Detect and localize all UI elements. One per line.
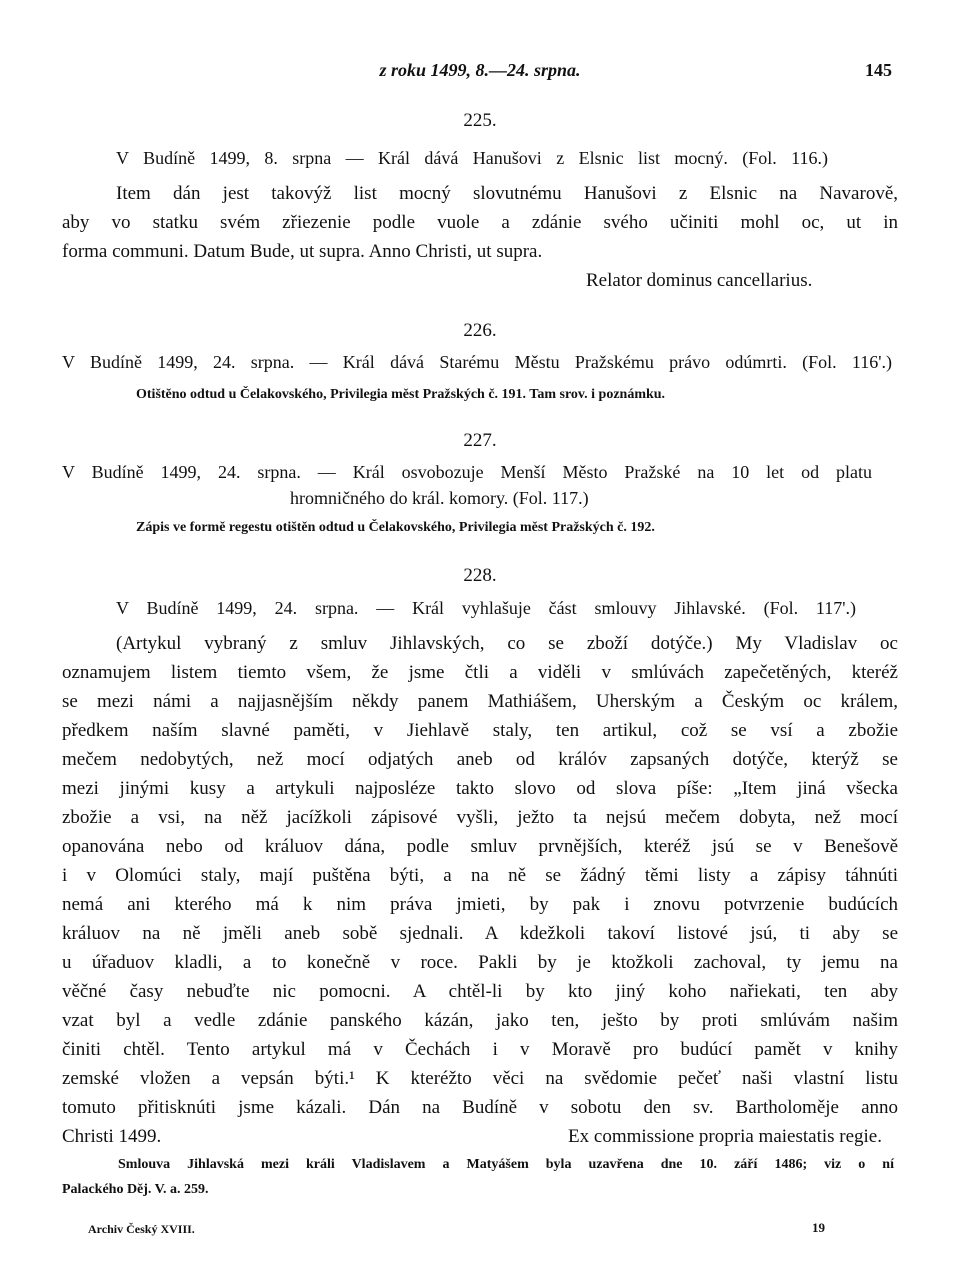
chancery-note: Ex commissione propria maiestatis regie.	[568, 1126, 882, 1147]
document-text-line: zemské vložen a vepsán býti.¹ K kteréžto věci na svědomie pečeť naši vlastní listu	[62, 1068, 898, 1089]
running-header-title: z roku 1499, 8.—24. srpna.	[379, 60, 581, 80]
document-text-line: i v Olomúci staly, mají puštěna býti, a na ně se žádný těmi listy a zápisy táhnúti	[62, 865, 898, 886]
page-number: 145	[865, 60, 892, 80]
document-summary-227-cont: hromničného do král. komory. (Fol. 117.)	[290, 488, 589, 508]
document-text-line: u úřaduov kladli, a to konečně v roce. Pakli by je ktožkoli zachoval, ty jemu na	[62, 952, 898, 973]
document-number-225: 225.	[463, 110, 497, 131]
footer-volume-label: Archiv Český XVIII.	[88, 1222, 195, 1236]
document-number-228: 228.	[463, 565, 497, 586]
document-number-226: 226.	[463, 320, 497, 341]
document-summary-228: V Budíně 1499, 24. srpna. — Král vyhlašuje část smlouvy Jihlavské. (Fol. 117'.)	[116, 598, 856, 618]
relator-line: Relator dominus cancellarius.	[586, 270, 813, 291]
document-summary-226: V Budíně 1499, 24. srpna. — Král dává Starému Městu Pražskému právo odúmrti. (Fol. 116'.)	[62, 352, 892, 372]
document-text-line: předkem naším slavné paměti, v Jiehlavě staly, ten artikul, což se vsí a zbožie	[62, 720, 898, 741]
document-text-line-last: Christi 1499.	[62, 1126, 162, 1147]
document-text-line: mezi jinými kusy a artykuli najposléze takto slovo od slova píše: „Item jiná všecka	[62, 778, 898, 799]
document-summary-227: V Budíně 1499, 24. srpna. — Král osvobozuje Menší Město Pražské na 10 let od platu	[62, 462, 872, 482]
document-text-line: (Artykul vybraný z smluv Jihlavských, co se zboží dotýče.) My Vladislav oc	[116, 633, 898, 654]
document-text-line: vzat byl a vedle zdánie panského kázán, jako ten, ješto by proti smlúvám našim	[62, 1010, 898, 1031]
document-text-line: věčné časy nebuďte nic pomocni. A chtěl-li by kto jiný koho nařiekati, ten aby	[62, 981, 898, 1002]
document-text-line: forma communi. Datum Bude, ut supra. Anno Christi, ut supra.	[62, 241, 543, 262]
document-text-line: nemá ani kterého má k nim práva jmieti, by pak i znovu potvrzenie budúcích	[62, 894, 898, 915]
document-text-line: opanována nebo od králuov dána, podle smluv prvnějších, kteréž jsú se v Benešově	[62, 836, 898, 857]
document-summary-225: V Budíně 1499, 8. srpna — Král dává Hanušovi z Elsnic list mocný. (Fol. 116.)	[116, 148, 828, 168]
edition-note-227: Zápis ve formě regestu otištěn odtud u Čelakovského, Privilegia měst Pražských č. 192.	[136, 520, 655, 535]
document-text-line: tomuto přitisknúti jsme kázali. Dán na Budíně v sobotu den sv. Bartholoměje anno	[62, 1097, 898, 1118]
document-text-line: oznamujem listem tiemto všem, že jsme čtli a viděli v smlúvách zapečetěných, kteréž	[62, 662, 898, 683]
footnote-line: Palackého Děj. V. a. 259.	[62, 1182, 209, 1197]
document-text-line: mečem nedobytých, než mocí odjatých aneb od králóv zapsaných dotýče, kterýž se	[62, 749, 898, 770]
footer-signature-number: 19	[812, 1220, 825, 1235]
footnote-line: Smlouva Jihlavská mezi králi Vladislavem a Matyášem byla uzavřena dne 10. září 1486; viz o ní	[118, 1157, 894, 1172]
document-text-line: zbožie a vsi, na něž jacížkoli zápisové vyšli, ježto ta nejsú mečem dobyta, než mocí	[62, 807, 898, 828]
document-text-line: aby vo statku svém zřiezenie podle vuole a zdánie svého učiniti mohl oc, ut in	[62, 212, 898, 233]
edition-note-226: Otištěno odtud u Čelakovského, Privilegia měst Pražských č. 191. Tam srov. i poznámku.	[136, 387, 666, 402]
document-text-line: Item dán jest takovýž list mocný slovutnému Hanušovi z Elsnic na Navarově,	[116, 183, 898, 204]
document-text-line: králuov na ně jměli aneb sobě sjednali. A kdežkoli takoví listové jsú, ti aby se	[62, 923, 898, 944]
document-text-line: se mezi námi a najjasnějším někdy panem Mathiášem, Uherským a Českým oc králem,	[62, 691, 898, 712]
document-number-227: 227.	[463, 430, 497, 451]
document-text-line: činiti chtěl. Tento artykul má v Čechách i v Moravě pro budúcí pamět v knihy	[62, 1039, 898, 1060]
